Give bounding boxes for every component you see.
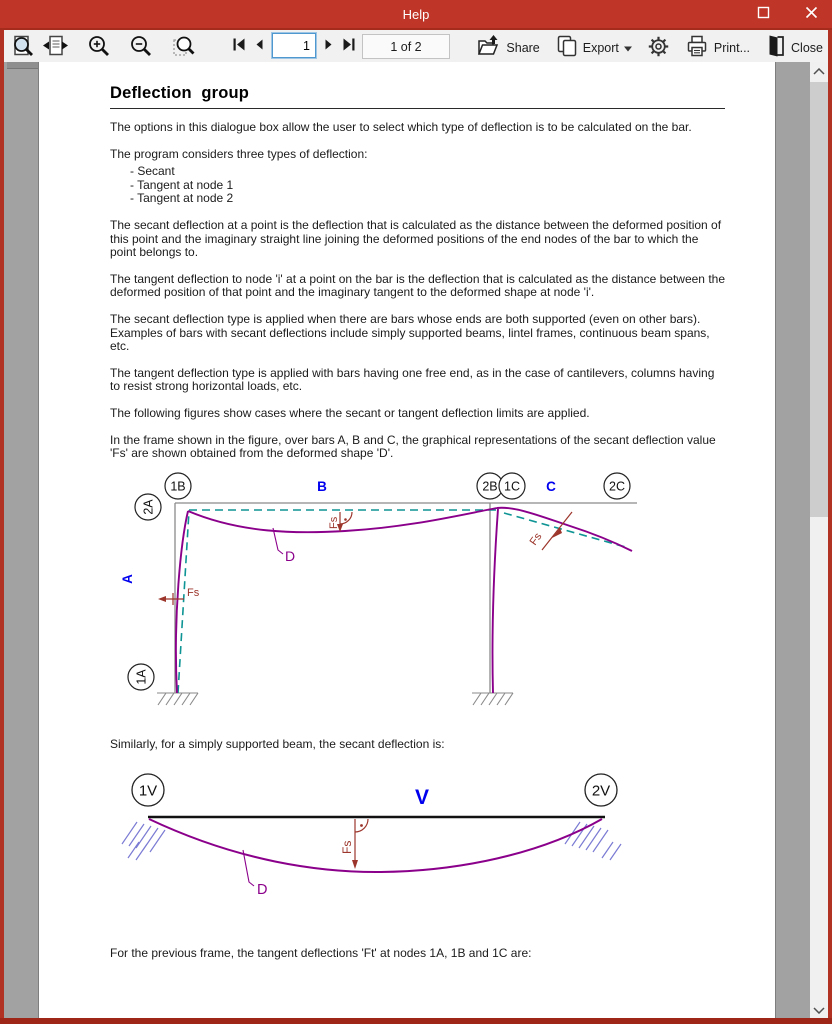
settings-button[interactable] bbox=[644, 34, 673, 62]
close-help-button[interactable] bbox=[762, 33, 826, 62]
zoom-region-button[interactable] bbox=[168, 33, 199, 64]
fs-label-column-a: Fs bbox=[187, 586, 200, 599]
node-label-1v: 1V bbox=[138, 782, 158, 800]
document-viewport bbox=[4, 62, 828, 1018]
export-button[interactable] bbox=[552, 33, 635, 62]
gear-icon bbox=[647, 35, 670, 61]
bar-label-v: V bbox=[414, 786, 430, 810]
printer-icon bbox=[685, 34, 709, 61]
scrollbar-thumb[interactable] bbox=[810, 82, 828, 517]
bar-label-b: B bbox=[317, 478, 327, 494]
deformed-shape-path bbox=[176, 507, 632, 692]
first-page-icon bbox=[231, 37, 247, 55]
vertical-scrollbar[interactable] bbox=[810, 62, 828, 1018]
frame-supports bbox=[157, 693, 513, 705]
window-border-bottom bbox=[0, 1018, 832, 1024]
maximize-button[interactable] bbox=[750, 2, 776, 26]
last-page-button[interactable] bbox=[338, 36, 360, 56]
zoom-page-icon bbox=[11, 34, 36, 63]
page-count-label: 1 of 2 bbox=[390, 39, 422, 54]
print-label: Print... bbox=[713, 40, 751, 55]
door-exit-icon bbox=[765, 34, 786, 61]
titlebar[interactable] bbox=[0, 0, 832, 30]
zoom-in-icon bbox=[87, 34, 111, 63]
share-icon bbox=[476, 34, 501, 61]
node-label-1a: 1A bbox=[134, 669, 149, 685]
node-label-1b: 1B bbox=[170, 479, 186, 494]
bar-label-c: C bbox=[546, 478, 556, 494]
paragraph: The following figures show cases where the secant or tangent deflection limits are applied. bbox=[110, 405, 590, 420]
page-title: Deflection group bbox=[110, 84, 725, 109]
beam-supports bbox=[122, 822, 621, 860]
next-page-icon bbox=[323, 37, 335, 55]
paragraph: The tangent deflection type is applied with bars having one free end, as in the case of cantilevers, columns having to resist strong horizontal loads, etc. bbox=[110, 365, 715, 394]
list-item: - Secant bbox=[130, 164, 175, 179]
chevron-down-icon bbox=[813, 1002, 825, 1017]
d-label-beam: D bbox=[257, 882, 268, 899]
zoom-region-icon bbox=[171, 34, 196, 63]
paragraph: The secant deflection type is applied when there are bars whose ends are both supported (even on other bars). Examples of bars with secant deflections include simply supported beams, lintel frames, continuous beam spans, etc. bbox=[110, 311, 710, 354]
d-label: D bbox=[285, 547, 296, 564]
fit-width-icon bbox=[42, 34, 69, 63]
previous-page-button[interactable] bbox=[250, 36, 268, 56]
bar-label-a: A bbox=[120, 573, 135, 584]
zoom-out-icon bbox=[129, 34, 153, 63]
node-label-2v: 2V bbox=[591, 782, 611, 800]
print-button[interactable] bbox=[682, 33, 753, 62]
node-label-1c: 1C bbox=[504, 479, 520, 494]
close-label: Close bbox=[791, 40, 823, 55]
node-label-2b: 2B bbox=[482, 479, 498, 494]
export-icon bbox=[555, 34, 578, 61]
page-count-indicator bbox=[362, 34, 450, 59]
beam-deflection-figure bbox=[110, 764, 770, 926]
first-page-button[interactable] bbox=[228, 36, 250, 56]
frame-deflection-figure bbox=[110, 466, 770, 718]
fs-label-cantilever-c: Fs bbox=[527, 530, 545, 548]
share-label: Share bbox=[506, 40, 540, 55]
export-dropdown-caret-icon bbox=[624, 41, 632, 55]
fs-angle-dot-beam bbox=[360, 824, 363, 827]
chevron-up-icon bbox=[813, 63, 825, 78]
scroll-down-button[interactable] bbox=[810, 1001, 828, 1018]
page-number-input[interactable] bbox=[272, 33, 316, 58]
window-title: Help bbox=[402, 6, 430, 22]
list-item: - Tangent at node 2 bbox=[130, 191, 234, 206]
paragraph: In the frame shown in the figure, over bars A, B and C, the graphical representations of the secant deflection value 'Fs' are shown obtained from the deformed shape 'D'. bbox=[110, 432, 716, 461]
share-button[interactable] bbox=[473, 33, 542, 62]
close-window-button[interactable] bbox=[798, 2, 824, 26]
toolbar bbox=[4, 30, 828, 62]
fs-label-beam: Fs bbox=[340, 840, 354, 855]
zoom-page-button[interactable] bbox=[8, 33, 39, 64]
paragraph: Similarly, for a simply supported beam, the secant deflection is: bbox=[110, 736, 445, 751]
maximize-icon bbox=[757, 6, 770, 22]
window-border-left bbox=[0, 0, 4, 1024]
zoom-out-button[interactable] bbox=[126, 33, 156, 64]
secant-lines bbox=[178, 510, 629, 693]
fs-angle-dot-beam-b bbox=[344, 518, 347, 521]
window-border-right bbox=[828, 0, 832, 1024]
last-page-icon bbox=[341, 37, 357, 55]
paragraph: For the previous frame, the tangent deflections 'Ft' at nodes 1A, 1B and 1C are: bbox=[110, 946, 532, 961]
previous-page-icon bbox=[253, 37, 265, 55]
export-label: Export bbox=[582, 40, 619, 55]
deflection-type-list bbox=[130, 165, 725, 206]
node-label-2c: 2C bbox=[609, 479, 625, 494]
fs-arrowhead-column-a bbox=[158, 596, 166, 602]
node-circles bbox=[128, 473, 630, 690]
paragraph: The secant deflection at a point is the deflection that is calculated as the distance between the deformed position of this point and the imaginary straight line joining the deformed positions of the end nodes of the bar to which the point belongs to. bbox=[110, 217, 722, 260]
paragraph: The tangent deflection to node 'i' at a point on the bar is the deflection that is calculated as the distance between the deformed position of that point and the imaginary tangent to the deformed shape at node 'i'. bbox=[110, 271, 725, 300]
fs-label-beam-b: Fs bbox=[328, 516, 340, 529]
zoom-in-button[interactable] bbox=[84, 33, 114, 64]
fit-width-button[interactable] bbox=[39, 33, 72, 64]
scroll-up-button[interactable] bbox=[810, 62, 828, 79]
list-item: - Tangent at node 1 bbox=[130, 177, 234, 192]
paragraph: The options in this dialogue box allow the user to select which type of deflection is to be calculated on the bar. bbox=[110, 120, 692, 134]
document-page bbox=[38, 62, 776, 1018]
node-label-2a: 2A bbox=[141, 499, 156, 515]
fs-arrowhead-beam bbox=[352, 860, 358, 869]
beam-node-circles bbox=[132, 774, 617, 806]
paragraph: The program considers three types of deflection: bbox=[110, 146, 368, 161]
fs-arrowhead-cantilever-c bbox=[552, 528, 562, 538]
close-icon bbox=[805, 6, 818, 22]
beam-deformed-shape-path bbox=[149, 819, 602, 872]
next-page-button[interactable] bbox=[320, 36, 338, 56]
